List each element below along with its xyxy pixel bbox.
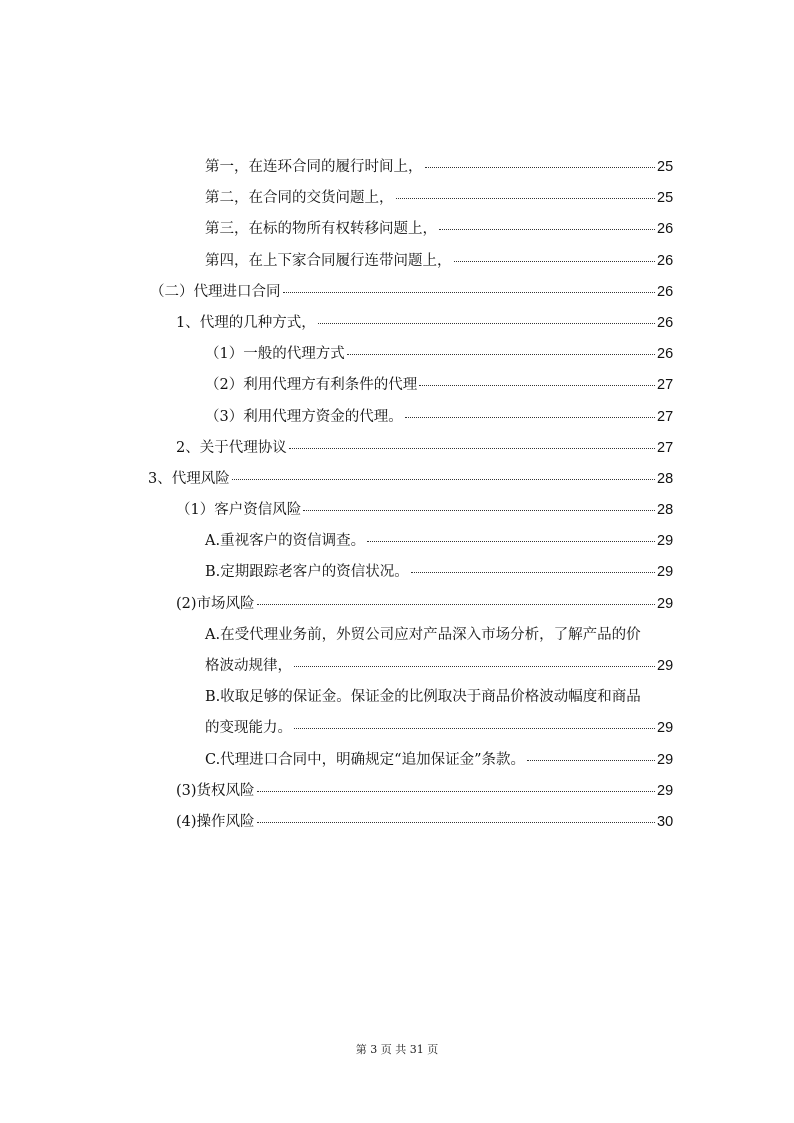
toc-page-number: 25	[657, 159, 674, 175]
dot-leader	[294, 666, 655, 667]
toc-page-number: 29	[657, 595, 674, 612]
dot-leader	[396, 198, 656, 199]
dot-leader	[411, 572, 655, 573]
toc-entry-title: （2）利用代理方有利条件的代理	[205, 377, 418, 394]
toc-page-number: 29	[657, 533, 674, 550]
toc-page-number: 29	[657, 658, 674, 674]
toc-page-number: 29	[657, 720, 674, 737]
toc-entry[interactable]	[0, 277, 794, 308]
dot-leader	[439, 229, 655, 230]
toc-entry-title: B.收取足够的保证金。保证金的比例取决于商品价格波动幅度和商品	[205, 689, 641, 706]
dot-leader	[419, 385, 655, 386]
toc-entry[interactable]	[0, 402, 794, 433]
toc-entry[interactable]	[0, 495, 794, 526]
toc-entry-title: 1、代理的几种方式，	[176, 314, 316, 331]
toc-entry[interactable]	[0, 370, 794, 401]
toc-entry-title: 第四，在上下家合同履行连带问题上，	[205, 252, 452, 269]
toc-entry-title: A.在受代理业务前，外贸公司应对产品深入市场分析，了解产品的价	[205, 626, 641, 643]
page-footer: 第 3 页 共 31 页	[355, 1043, 439, 1056]
toc-entry-title: 第一，在连环合同的履行时间上，	[205, 159, 423, 175]
dot-leader	[257, 791, 655, 792]
toc-page-number: 28	[657, 470, 674, 487]
toc-page-number: 30	[657, 813, 674, 830]
dot-leader	[257, 822, 655, 823]
toc-entry-title: C.代理进口合同中，明确规定“追加保证金”条款。	[205, 751, 526, 768]
toc-entry-title: （1）一般的代理方式	[205, 346, 345, 363]
toc-entry-title: 的变现能力。	[205, 720, 292, 737]
toc-entry[interactable]	[0, 745, 794, 776]
toc-entry-title: 3、代理风险	[148, 470, 230, 487]
table-of-contents	[0, 152, 794, 838]
toc-entry[interactable]	[0, 308, 794, 339]
toc-entry[interactable]	[0, 214, 794, 245]
toc-entry[interactable]	[0, 183, 794, 214]
toc-page-number: 26	[657, 283, 674, 300]
dot-leader	[289, 448, 655, 449]
toc-entry[interactable]	[0, 433, 794, 464]
toc-entry-title: （3）利用代理方资金的代理。	[205, 408, 403, 425]
toc-page-number: 25	[657, 190, 674, 207]
toc-page-number: 29	[657, 751, 674, 768]
toc-entry[interactable]	[0, 464, 794, 495]
toc-page-number: 26	[657, 252, 674, 269]
toc-page-number: 28	[657, 502, 674, 519]
toc-entry[interactable]	[0, 152, 794, 183]
toc-entry-title: 第二，在合同的交货问题上，	[205, 190, 394, 207]
toc-entry[interactable]	[0, 776, 794, 807]
toc-page-number: 29	[657, 782, 674, 799]
toc-page-number: 29	[657, 564, 674, 581]
toc-entry[interactable]	[0, 620, 794, 682]
toc-entry-title: （1）客户资信风险	[176, 502, 302, 519]
dot-leader	[454, 261, 656, 262]
toc-page-number: 26	[657, 346, 674, 363]
toc-entry-title: (4)操作风险	[176, 813, 255, 830]
toc-entry[interactable]	[0, 807, 794, 838]
toc-page-number: 27	[657, 439, 674, 456]
dot-leader	[294, 728, 655, 729]
dot-leader	[425, 167, 656, 168]
dot-leader	[318, 323, 655, 324]
toc-entry-title: (3)货权风险	[176, 782, 255, 799]
dot-leader	[405, 417, 655, 418]
dot-leader	[232, 479, 655, 480]
toc-entry[interactable]	[0, 682, 794, 744]
toc-entry-title: 格波动规律，	[205, 658, 292, 674]
dot-leader	[527, 760, 655, 761]
toc-entry[interactable]	[0, 557, 794, 588]
dot-leader	[347, 354, 655, 355]
toc-page-number: 27	[657, 408, 674, 425]
dot-leader	[283, 292, 656, 293]
toc-entry[interactable]	[0, 246, 794, 277]
toc-entry[interactable]	[0, 339, 794, 370]
toc-page-number: 26	[657, 221, 674, 238]
dot-leader	[367, 541, 655, 542]
toc-entry[interactable]	[0, 589, 794, 620]
toc-entry-title: 2、关于代理协议	[176, 439, 287, 456]
toc-entry-title: (2)市场风险	[176, 595, 255, 612]
toc-entry-title: （二）代理进口合同	[150, 283, 281, 300]
dot-leader	[257, 604, 655, 605]
toc-page-number: 26	[657, 314, 674, 331]
toc-entry[interactable]	[0, 526, 794, 557]
toc-entry-title: 第三，在标的物所有权转移问题上，	[205, 221, 437, 238]
toc-entry-title: A.重视客户的资信调查。	[205, 533, 366, 550]
toc-entry-title: B.定期跟踪老客户的资信状况。	[205, 564, 409, 581]
toc-page-number: 27	[657, 377, 674, 394]
dot-leader	[303, 510, 655, 511]
